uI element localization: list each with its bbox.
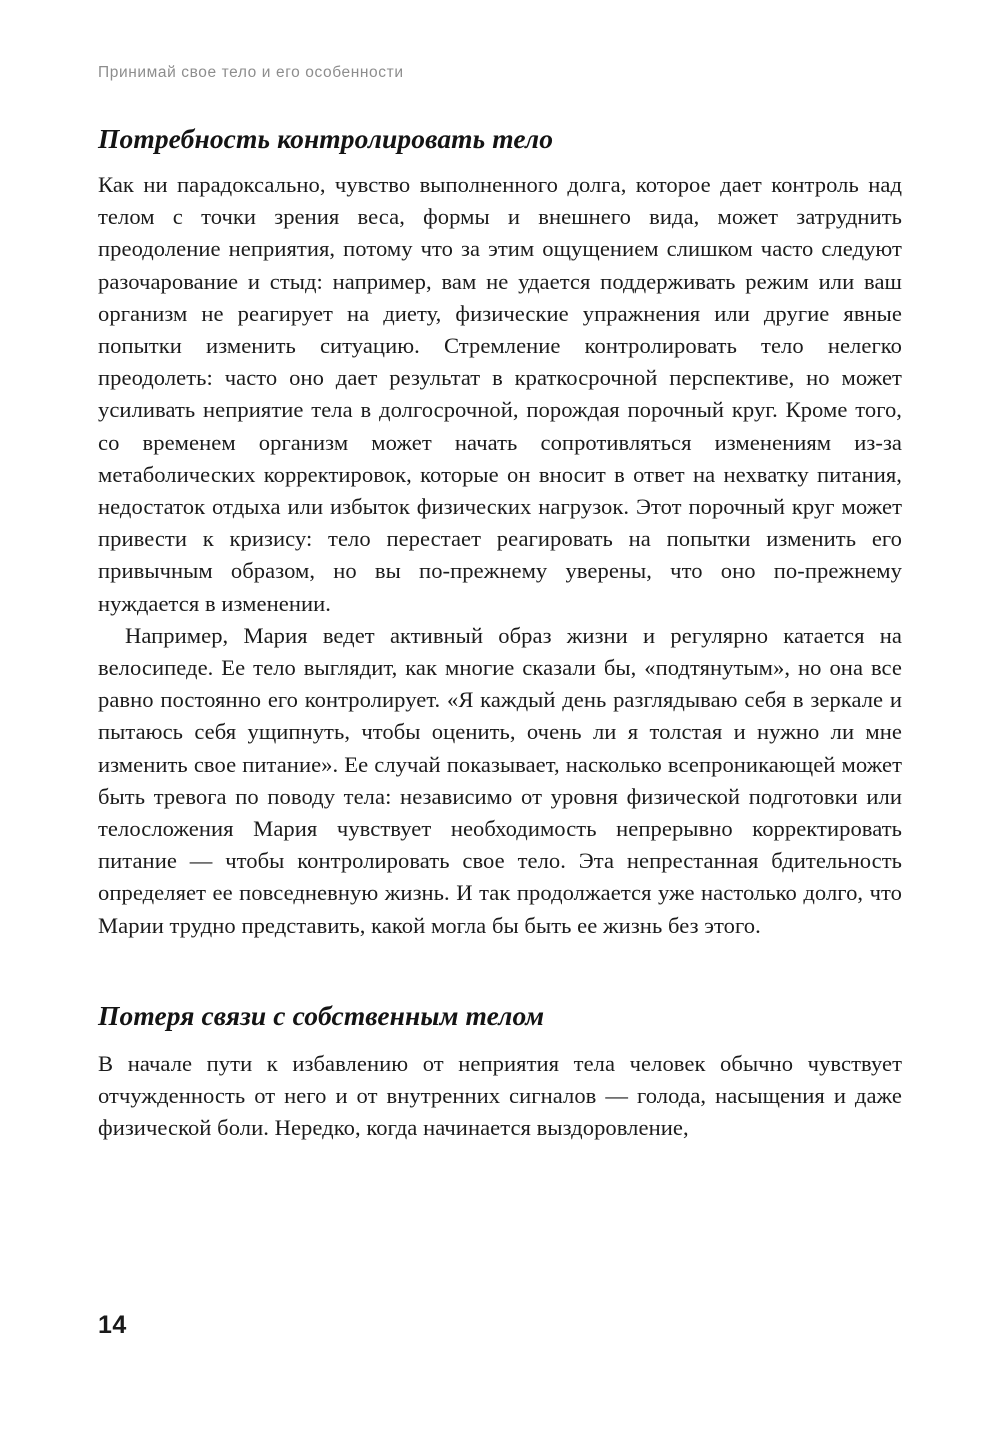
paragraph-body-disconnection: В начале пути к избавлению от неприятия тела человек обычно чувствует отчужденность от него и от внутренних сигналов — голода, насыщения и даже физической боли. Нередко, когда начинается выздоровление, <box>98 1050 902 1141</box>
running-header: Принимай свое тело и его особенности <box>98 64 404 81</box>
text-column <box>98 122 902 1144</box>
section-heading-lost-connection: Потеря связи с собственным телом <box>98 999 545 1031</box>
page-number: 14 <box>98 1311 127 1339</box>
paragraph-maria-example: Например, Мария ведет активный образ жизни и регулярно катается на велосипеде. Ее тело выглядит, как многие сказали бы, «подтянутым», но она все равно постоянно его контролирует. «Я каждый день разглядываю себя в зеркале и пытаюсь себя ущипнуть, чтобы оценить, очень ли я толстая и нужно ли мне изменить свое питание». Ее случай показывает, насколько всепроникающей может быть тревога по поводу тела: независимо от уровня физической подготовки или телосложения Мария чувствует необходимость непрерывно корректировать питание — чтобы контролировать свое тело. Эта непрестанная бдительность определяет ее повседневную жизнь. И так продолжается уже настолько долго, что Марии трудно представить, какой могла бы быть ее жизнь без этого. <box>98 622 902 938</box>
paragraph-paradox-control: Как ни парадоксально, чувство выполненного долга, которое дает контроль над телом с точки зрения веса, формы и внешнего вида, может затруднить преодоление неприятия, потому что за этим ощущением слишком часто следуют разочарование и стыд: например, вам не удается поддерживать режим или ваш организм не реагирует на диету, физические упражнения или другие явные попытки изменить ситуацию. Стремление контролировать тело нелегко преодолеть: часто оно дает результат в краткосрочной перспективе, но может усиливать неприятие тела в долгосрочной, порождая порочный круг. Кроме того, со временем организм может начать сопротивляться изменениям из-за метаболических корректировок, которые он вносит в ответ на нехватку питания, недостаток отдыха или избыток физических нагрузок. Этот порочный круг может привести к кризису: тело перестает реагировать на попытки изменить его привычным образом, но вы по-прежнему уверены, что оно по-прежнему нуждается в изменении. <box>98 172 902 616</box>
section-heading-control-body: Потребность контролировать тело <box>98 123 554 154</box>
